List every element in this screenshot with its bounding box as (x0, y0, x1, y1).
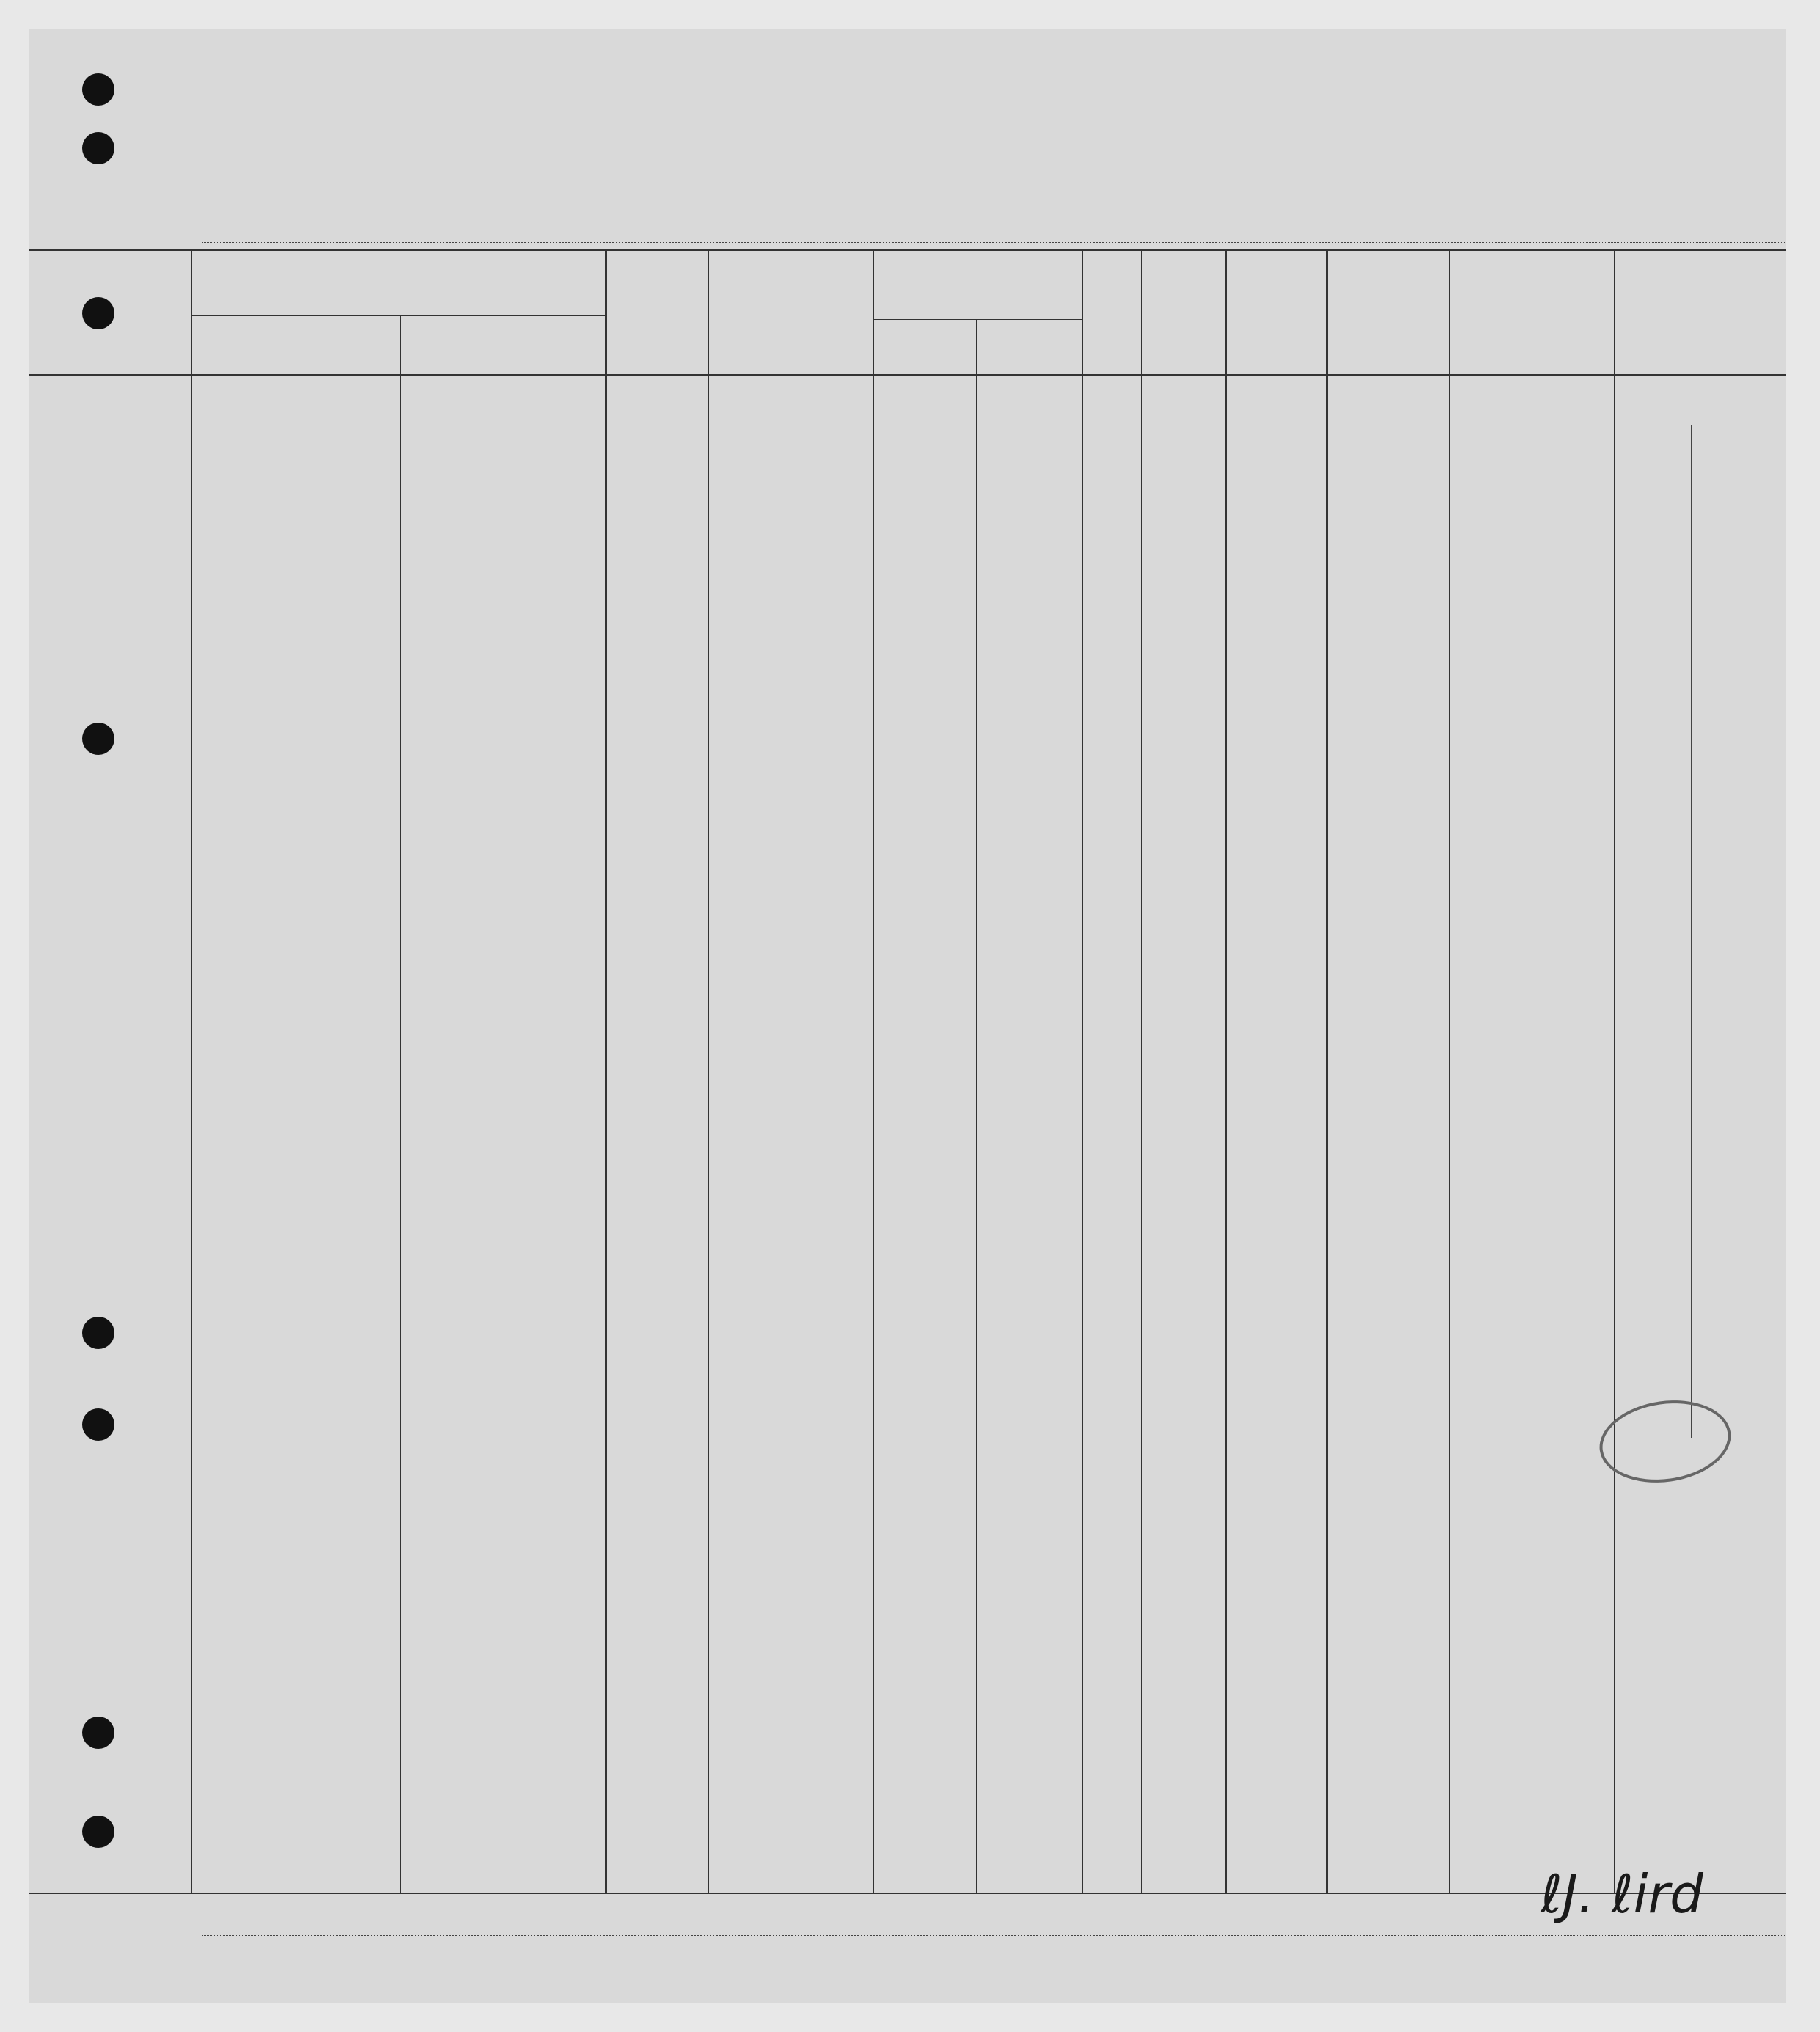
date-stamp (1594, 1392, 1736, 1491)
officer-signature: ℓJ. ℓird (1541, 1863, 1703, 1925)
manifest-sheet (29, 29, 1786, 2003)
punch-hole-icon (82, 297, 114, 329)
punch-hole-icon (82, 723, 114, 755)
punch-hole-icon (82, 73, 114, 106)
punch-hole-icon (82, 132, 114, 164)
punch-hole-icon (82, 1717, 114, 1749)
punch-hole-icon (82, 1317, 114, 1349)
punch-hole-icon (82, 1816, 114, 1848)
punch-hole-icon (82, 1408, 114, 1441)
